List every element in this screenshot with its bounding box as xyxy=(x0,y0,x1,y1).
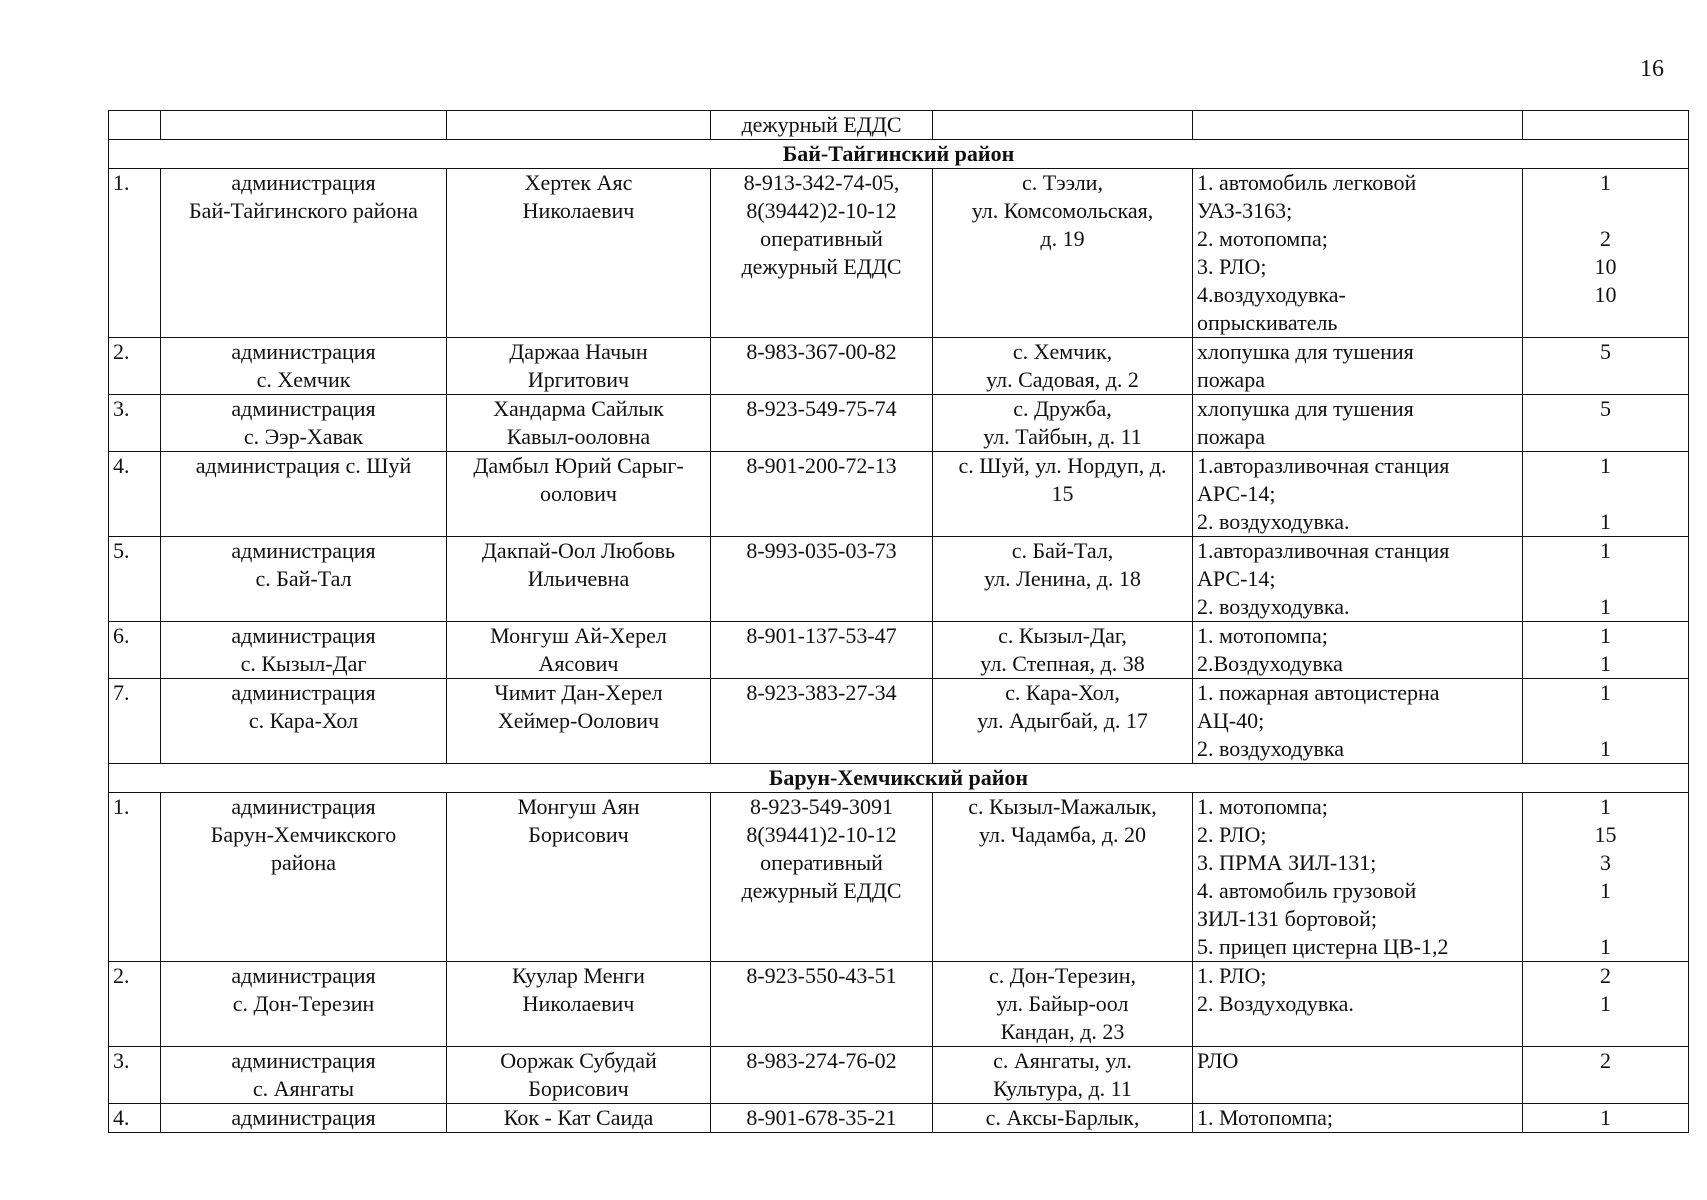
cell-qty-line: 2 xyxy=(1600,226,1611,251)
cell-phone xyxy=(711,962,933,1047)
cell-org-line: с. Кара-Хол xyxy=(248,708,359,733)
cell-qty-line: 1 xyxy=(1600,794,1611,819)
cell-qty-line xyxy=(1527,707,1684,735)
cell-qty xyxy=(1523,395,1689,452)
cell-num: 3. xyxy=(109,1047,161,1104)
cell-qty-line: 1 xyxy=(1600,878,1611,903)
cell-person-line: оолович xyxy=(540,481,617,506)
cell-person-line: Дамбыл Юрий Сарыг- xyxy=(473,453,684,478)
cell-qty xyxy=(1523,452,1689,537)
cell-phone xyxy=(711,622,933,679)
cell-address xyxy=(933,537,1193,622)
cell-qty-line: 1 xyxy=(1600,991,1611,1016)
cell-address xyxy=(933,395,1193,452)
cell-person-line: Даржаа Начын xyxy=(509,339,648,364)
cell-person-line: Хеймер-Оолович xyxy=(497,708,660,733)
cell-resources-line: 1.авторазливочная станция xyxy=(1197,453,1450,478)
cell-person xyxy=(447,679,711,764)
cell-qty xyxy=(1523,338,1689,395)
cell-person-line: Дакпай-Оол Любовь xyxy=(481,538,676,563)
district-header-row xyxy=(109,140,1689,169)
cell-address-line: Кандан, д. 23 xyxy=(1000,1019,1125,1044)
cell-resources xyxy=(1193,452,1523,537)
cell-address-line: 15 xyxy=(1051,481,1074,506)
cell-qty-line xyxy=(1527,905,1684,933)
cell-address-line: Культура, д. 11 xyxy=(993,1076,1132,1101)
cell-address xyxy=(933,1104,1193,1133)
cell-address-line: с. Аянгаты, ул. xyxy=(993,1048,1132,1073)
cell-qty-line: 2 xyxy=(1600,1048,1611,1073)
cell-org-line: с. Дон-Терезин xyxy=(232,991,375,1016)
cell-resources-line: 2.Воздуходувка xyxy=(1197,651,1343,676)
cell-person xyxy=(447,169,711,338)
cell-qty-line: 1 xyxy=(1600,736,1611,761)
cell-resources-line: 3. ПРМА ЗИЛ-131; xyxy=(1197,850,1377,875)
cell-qty-line: 1 xyxy=(1600,651,1611,676)
resources-table xyxy=(108,110,1689,1133)
cell-phone-line: 8-993-035-03-73 xyxy=(746,538,897,563)
cell-qty-line: 1 xyxy=(1600,538,1611,563)
cell-qty-line: 1 xyxy=(1600,170,1611,195)
cell-person-line: Куулар Менги xyxy=(512,963,645,988)
cell-address-line: ул. Адыгбай, д. 17 xyxy=(977,708,1148,733)
cell-person-line: Кок - Кат Саида xyxy=(503,1105,654,1130)
table-row xyxy=(109,1047,1689,1104)
cell-phone xyxy=(711,537,933,622)
cell-phone-line: 8-983-367-00-82 xyxy=(746,339,897,364)
cell-org xyxy=(161,537,447,622)
cell-address-line: ул. Байыр-оол xyxy=(996,991,1129,1016)
cell-address-line: с. Дружба, xyxy=(1013,396,1112,421)
cell-person xyxy=(447,111,711,140)
cell-person-line: Ильичевна xyxy=(527,566,630,591)
cell-address-line: д. 19 xyxy=(1040,226,1085,251)
cell-address xyxy=(933,622,1193,679)
cell-person-line: Борисович xyxy=(528,1076,629,1101)
cell-address-line: с. Тээли, xyxy=(1022,170,1103,195)
cell-resources-line: 2. воздуходувка xyxy=(1197,736,1344,761)
cell-resources xyxy=(1193,537,1523,622)
cell-resources-line: пожара xyxy=(1197,367,1265,392)
cell-resources-line: ЗИЛ-131 бортовой; xyxy=(1197,906,1378,931)
cell-phone-line: 8-923-549-3091 xyxy=(750,794,893,819)
cell-org xyxy=(161,395,447,452)
cell-resources-line: АЦ-40; xyxy=(1197,708,1265,733)
cell-phone-line: 8-901-137-53-47 xyxy=(746,623,897,648)
cell-org-line: с. Бай-Тал xyxy=(255,566,352,591)
cell-resources-line: АРС-14; xyxy=(1197,481,1276,506)
cell-person-line: Монгуш Ай-Херел xyxy=(490,623,667,648)
cell-person xyxy=(447,452,711,537)
cell-resources-line: 4.воздуходувка- xyxy=(1197,282,1346,307)
cell-phone: дежурный ЕДДС xyxy=(711,111,933,140)
cell-address-line: ул. Чадамба, д. 20 xyxy=(978,822,1147,847)
cell-org-line: администрация xyxy=(231,170,376,195)
table-row xyxy=(109,169,1689,338)
district-title: Бай-Тайгинский район xyxy=(109,140,1689,169)
cell-num: 2. xyxy=(109,338,161,395)
cell-phone-line: дежурный ЕДДС xyxy=(741,254,902,279)
table-row xyxy=(109,338,1689,395)
cell-person-line: Ооржак Субудай xyxy=(500,1048,657,1073)
cell-qty-line: 3 xyxy=(1600,850,1611,875)
cell-address xyxy=(933,793,1193,962)
cell-person xyxy=(447,338,711,395)
cell-person-line: Кавыл-ооловна xyxy=(506,424,651,449)
district-header-row xyxy=(109,764,1689,793)
cell-qty-line: 1 xyxy=(1600,680,1611,705)
cell-resources-line: 2. Воздуходувка. xyxy=(1197,991,1354,1016)
cell-qty-line: 10 xyxy=(1594,254,1617,279)
cell-resources xyxy=(1193,1104,1523,1133)
cell-org xyxy=(161,679,447,764)
cell-org-line: Бай-Тайгинского района xyxy=(189,198,418,223)
cell-qty-line xyxy=(1527,309,1684,337)
cell-qty xyxy=(1523,1104,1689,1133)
cell-org xyxy=(161,338,447,395)
cell-resources xyxy=(1193,1047,1523,1104)
cell-org xyxy=(161,622,447,679)
cell-org-line: администрация xyxy=(231,1048,376,1073)
cell-resources-line: 1. пожарная автоцистерна xyxy=(1197,680,1440,705)
cell-resources-line: 2. мотопомпа; xyxy=(1197,226,1328,251)
cell-resources-line: 5. прицеп цистерна ЦВ-1,2 xyxy=(1197,934,1449,959)
cell-resources xyxy=(1193,962,1523,1047)
cell-qty-line: 1 xyxy=(1600,934,1611,959)
cell-phone xyxy=(711,793,933,962)
cell-resources-line: 1. автомобиль легковой xyxy=(1197,170,1417,195)
cell-qty-line: 1 xyxy=(1600,1105,1611,1130)
table-row xyxy=(109,452,1689,537)
cell-address-line: с. Кызыл-Мажалык, xyxy=(968,794,1157,819)
cell-org xyxy=(161,1104,447,1133)
cell-org xyxy=(161,111,447,140)
cell-phone-line: 8(39441)2-10-12 xyxy=(746,822,897,847)
cell-person xyxy=(447,537,711,622)
cell-phone-line: 8-913-342-74-05, xyxy=(743,170,900,195)
cell-resources xyxy=(1193,338,1523,395)
cell-resources-line: УАЗ-3163; xyxy=(1197,198,1293,223)
cell-phone xyxy=(711,1047,933,1104)
cell-person xyxy=(447,793,711,962)
cell-address xyxy=(933,338,1193,395)
cell-qty-line: 1 xyxy=(1600,509,1611,534)
table-row xyxy=(109,111,1689,140)
district-title: Барун-Хемчикский район xyxy=(109,764,1689,793)
cell-org-line: администрация xyxy=(231,794,376,819)
table-row xyxy=(109,793,1689,962)
cell-person-line: Хандарма Сайлык xyxy=(493,396,664,421)
cell-phone xyxy=(711,395,933,452)
cell-org xyxy=(161,793,447,962)
cell-qty-line: 5 xyxy=(1600,339,1611,364)
cell-org xyxy=(161,452,447,537)
cell-org-line: администрация xyxy=(231,963,376,988)
cell-qty-line xyxy=(1527,197,1684,225)
cell-num: 6. xyxy=(109,622,161,679)
cell-person xyxy=(447,622,711,679)
cell-resources xyxy=(1193,111,1523,140)
cell-org-line: с. Аянгаты xyxy=(252,1076,355,1101)
cell-person-line: Николаевич xyxy=(522,198,635,223)
cell-num: 3. xyxy=(109,395,161,452)
cell-address xyxy=(933,111,1193,140)
cell-person-line: Монгуш Аян xyxy=(517,794,640,819)
cell-qty xyxy=(1523,622,1689,679)
cell-qty xyxy=(1523,679,1689,764)
cell-qty xyxy=(1523,537,1689,622)
cell-num: 4. xyxy=(109,1104,161,1133)
cell-qty xyxy=(1523,962,1689,1047)
cell-qty-line xyxy=(1527,480,1684,508)
cell-num xyxy=(109,111,161,140)
table-row xyxy=(109,537,1689,622)
cell-org-line: с. Кызыл-Даг xyxy=(240,651,367,676)
cell-address xyxy=(933,679,1193,764)
cell-qty-line: 1 xyxy=(1600,594,1611,619)
cell-address-line: ул. Степная, д. 38 xyxy=(980,651,1145,676)
cell-resources xyxy=(1193,793,1523,962)
cell-resources xyxy=(1193,169,1523,338)
cell-address-line: с. Кара-Хол, xyxy=(1005,680,1120,705)
cell-phone-line: 8-983-274-76-02 xyxy=(746,1048,897,1073)
cell-person-line: Чимит Дан-Херел xyxy=(494,680,663,705)
cell-resources-line: 1.авторазливочная станция xyxy=(1197,538,1450,563)
cell-address xyxy=(933,452,1193,537)
cell-num: 1. xyxy=(109,169,161,338)
cell-person xyxy=(447,395,711,452)
cell-resources xyxy=(1193,622,1523,679)
cell-qty xyxy=(1523,793,1689,962)
cell-qty xyxy=(1523,1047,1689,1104)
cell-org xyxy=(161,1047,447,1104)
cell-phone-line: 8-901-678-35-21 xyxy=(746,1105,897,1130)
cell-qty-line: 2 xyxy=(1600,963,1611,988)
cell-num: 4. xyxy=(109,452,161,537)
cell-phone-line: 8-901-200-72-13 xyxy=(746,453,897,478)
cell-org-line: с. Ээр-Хавак xyxy=(243,424,364,449)
cell-resources xyxy=(1193,395,1523,452)
table-body xyxy=(109,111,1689,1133)
page-number: 16 xyxy=(1640,56,1664,82)
cell-person-line: Борисович xyxy=(528,822,629,847)
cell-resources-line: 1. мотопомпа; xyxy=(1197,623,1328,648)
cell-org-line: с. Хемчик xyxy=(256,367,351,392)
cell-person xyxy=(447,1047,711,1104)
cell-org-line: администрация xyxy=(231,339,376,364)
cell-address-line: ул. Садовая, д. 2 xyxy=(986,367,1139,392)
cell-person xyxy=(447,962,711,1047)
cell-org-line: Барун-Хемчикского xyxy=(210,822,397,847)
cell-org xyxy=(161,962,447,1047)
cell-address-line: с. Кызыл-Даг, xyxy=(998,623,1127,648)
cell-org-line: администрация xyxy=(231,1105,376,1130)
table-row xyxy=(109,679,1689,764)
cell-resources-line: 2. воздуходувка. xyxy=(1197,594,1350,619)
cell-resources-line: РЛО xyxy=(1197,1048,1239,1073)
cell-address xyxy=(933,1047,1193,1104)
cell-resources-line: 1. Мотопомпа; xyxy=(1197,1105,1333,1130)
cell-org-line: администрация xyxy=(231,538,376,563)
cell-qty-line: 1 xyxy=(1600,453,1611,478)
cell-phone xyxy=(711,338,933,395)
cell-resources-line: опрыскиватель xyxy=(1197,310,1338,335)
cell-address xyxy=(933,169,1193,338)
cell-person-line: Хертек Аяс xyxy=(524,170,633,195)
cell-resources-line: АРС-14; xyxy=(1197,566,1276,591)
cell-qty xyxy=(1523,111,1689,140)
cell-person-line: Аясович xyxy=(538,651,619,676)
cell-phone-line: оперативный xyxy=(760,226,883,251)
cell-person-line: Иргитович xyxy=(527,367,630,392)
cell-resources-line: 1. мотопомпа; xyxy=(1197,794,1328,819)
cell-phone-line: 8-923-383-27-34 xyxy=(746,680,897,705)
cell-num: 7. xyxy=(109,679,161,764)
cell-org-line: администрация xyxy=(231,680,376,705)
cell-org-line: администрация xyxy=(231,623,376,648)
table-row xyxy=(109,1104,1689,1133)
cell-person xyxy=(447,1104,711,1133)
cell-address-line: с. Аксы-Барлык, xyxy=(985,1105,1140,1130)
cell-phone-line: дежурный ЕДДС xyxy=(741,878,902,903)
cell-qty-line: 5 xyxy=(1600,396,1611,421)
cell-address-line: с. Дон-Терезин, xyxy=(988,963,1136,988)
cell-qty xyxy=(1523,169,1689,338)
cell-num: 5. xyxy=(109,537,161,622)
cell-address-line: с. Шуй, ул. Нордуп, д. xyxy=(958,453,1167,478)
cell-resources-line: пожара xyxy=(1197,424,1265,449)
cell-resources-line: 1. РЛО; xyxy=(1197,963,1267,988)
cell-address xyxy=(933,962,1193,1047)
table-row xyxy=(109,622,1689,679)
cell-resources xyxy=(1193,679,1523,764)
cell-org-line: района xyxy=(270,850,337,875)
table-row xyxy=(109,395,1689,452)
cell-qty-line: 15 xyxy=(1594,822,1617,847)
cell-address-line: ул. Тайбын, д. 11 xyxy=(983,424,1142,449)
cell-num: 2. xyxy=(109,962,161,1047)
cell-resources-line: хлопушка для тушения xyxy=(1197,396,1414,421)
cell-phone xyxy=(711,452,933,537)
cell-org-line: администрация xyxy=(231,396,376,421)
cell-address-line: ул. Комсомольская, xyxy=(971,198,1154,223)
cell-org xyxy=(161,169,447,338)
cell-phone-line: оперативный xyxy=(760,850,883,875)
cell-address-line: с. Хемчик, xyxy=(1012,339,1113,364)
table-row xyxy=(109,962,1689,1047)
cell-address-line: ул. Ленина, д. 18 xyxy=(984,566,1141,591)
cell-resources-line: хлопушка для тушения xyxy=(1197,339,1414,364)
cell-resources-line: 2. воздуходувка. xyxy=(1197,509,1350,534)
cell-phone-line: 8(39442)2-10-12 xyxy=(746,198,897,223)
cell-phone-line: 8-923-549-75-74 xyxy=(746,396,897,421)
cell-qty-line: 1 xyxy=(1600,623,1611,648)
cell-num: 1. xyxy=(109,793,161,962)
cell-phone xyxy=(711,169,933,338)
cell-phone xyxy=(711,1104,933,1133)
cell-resources-line: 4. автомобиль грузовой xyxy=(1197,878,1417,903)
cell-org-line: администрация с. Шуй xyxy=(195,453,412,478)
cell-resources-line: 2. РЛО; xyxy=(1197,822,1267,847)
cell-resources-line: 3. РЛО; xyxy=(1197,254,1267,279)
cell-phone xyxy=(711,679,933,764)
cell-qty-line: 10 xyxy=(1594,282,1617,307)
cell-phone-line: 8-923-550-43-51 xyxy=(746,963,897,988)
cell-person-line: Николаевич xyxy=(522,991,635,1016)
cell-qty-line xyxy=(1527,565,1684,593)
cell-address-line: с. Бай-Тал, xyxy=(1011,538,1114,563)
